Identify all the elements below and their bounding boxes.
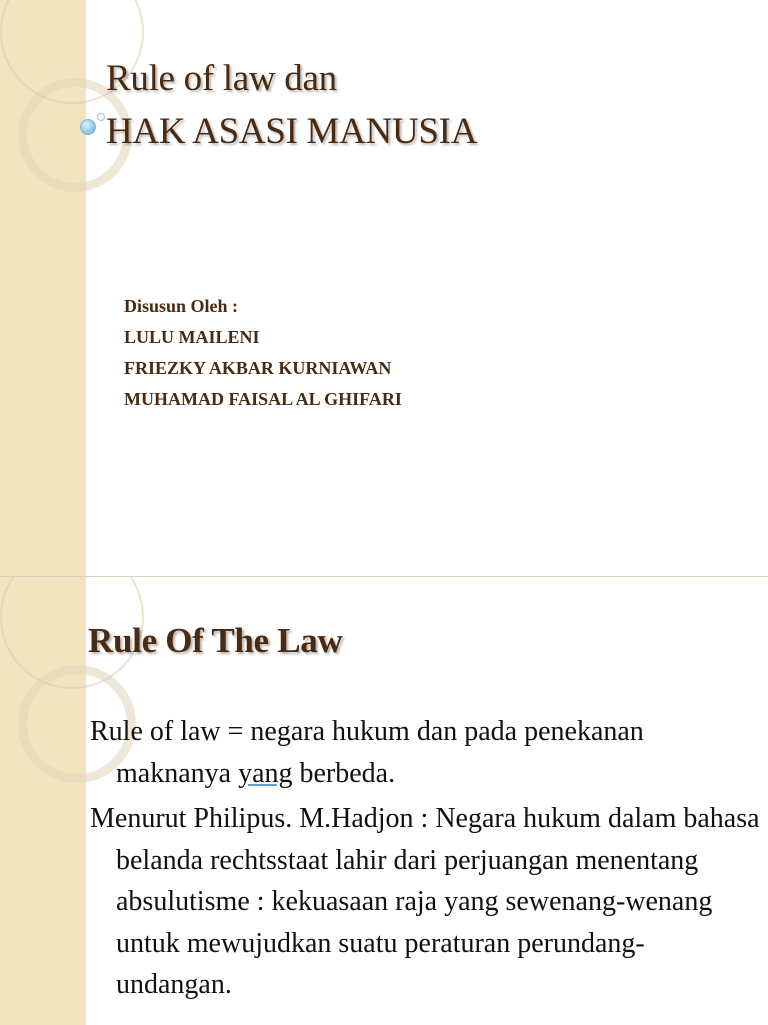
accent-dot-large [80,119,96,135]
accent-dot-small [97,113,105,121]
slide-body [90,711,760,1010]
author-name: LULU MAILENI [124,327,260,347]
title-line-2: HAK ASASI MANUSIA [106,111,478,152]
paragraph-2: Menurut Philipus. M.Hadjon : Negara hukum dalam bahasa belanda rechtsstaat lahir dari perjuangan menentang absulutisme : kekuasaan raja yang sewenang-wenang untuk mewujudkan suatu peraturan perundang-undangan. [90,803,760,1000]
paragraph-1 [90,711,760,794]
author-name: FRIEZKY AKBAR KURNIAWAN [124,358,392,378]
slide-heading: Rule Of The Law [88,621,343,660]
paragraph-1-text-end: berbeda. [292,757,396,789]
author-name: MUHAMAD FAISAL AL GHIFARI [124,389,402,409]
paragraph-1-text: Rule of law = negara hukum dan pada penekanan maknanya [90,716,644,789]
content-slide [0,576,768,1025]
authors-label: Disusun Oleh : [124,296,239,316]
underlined-word: yang [238,757,293,789]
authors-block [124,291,402,415]
title-line-1: Rule of law dan [106,58,337,99]
